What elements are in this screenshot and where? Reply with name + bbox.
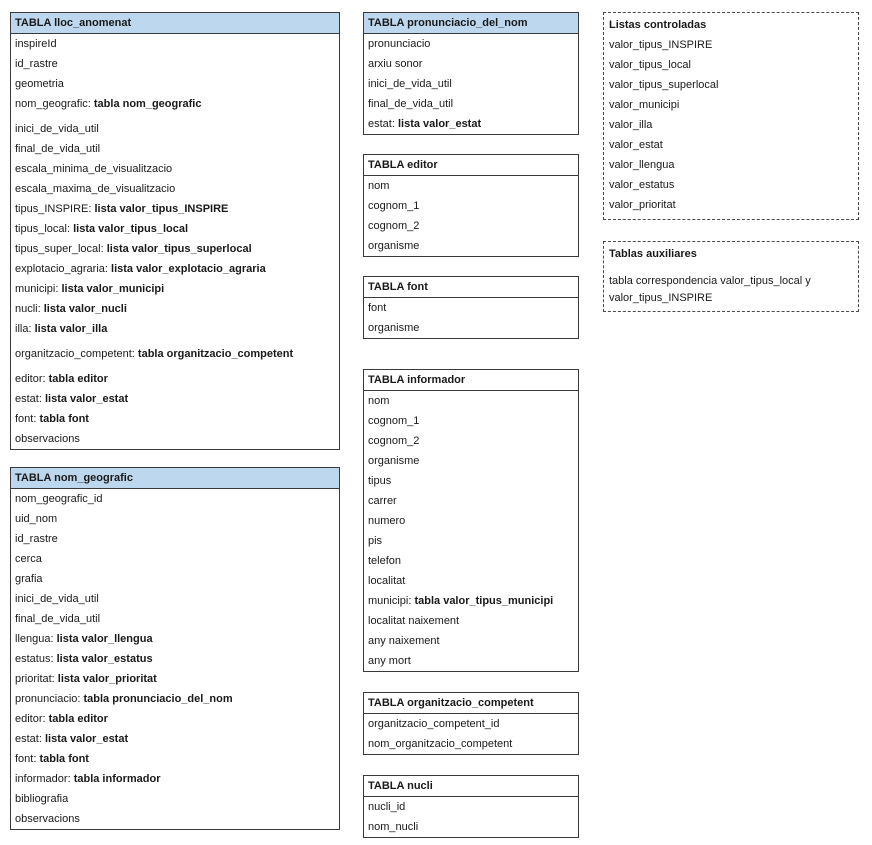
field-name: llengua: <box>15 633 57 645</box>
table-row <box>11 389 339 409</box>
field-name: prioritat: <box>15 673 58 685</box>
field-name: editor: <box>15 713 49 725</box>
field-reference: tabla font <box>39 753 89 765</box>
field-reference: tabla organitzacio_competent <box>137 348 294 360</box>
table-lloc_anomenat-title: TABLA lloc_anomenat <box>11 13 339 34</box>
table-font-body <box>364 298 578 338</box>
field-reference: lista valor_estat <box>44 393 129 405</box>
field-reference: lista valor_illa <box>34 323 108 335</box>
table-row <box>11 689 339 709</box>
field-name: cerca <box>15 553 42 565</box>
field-name: localitat <box>368 575 406 587</box>
field-name: informador: <box>15 773 74 785</box>
field-name: nom <box>368 180 390 192</box>
table-row <box>364 411 578 431</box>
field-name: tipus_local: <box>15 223 74 235</box>
field-name: cognom_2 <box>368 435 420 447</box>
table-row <box>11 769 339 789</box>
field-name: inici_de_vida_util <box>15 593 99 605</box>
table-row <box>364 591 578 611</box>
field-reference: lista valor_tipus_INSPIRE <box>94 203 229 215</box>
field-name: escala_minima_de_visualitzacio <box>15 163 173 175</box>
field-name: editor: <box>15 373 49 385</box>
table-row <box>364 611 578 631</box>
table-row <box>11 369 339 389</box>
panel-listas_controladas-title: Listas controladas <box>609 19 707 31</box>
table-editor-body <box>364 176 578 256</box>
panel-item: tabla correspondencia valor_tipus_local y valor_tipus_INSPIRE <box>609 275 811 304</box>
field-name: municipi: <box>15 283 62 295</box>
panel-item: valor_tipus_local <box>609 59 691 71</box>
field-reference: lista valor_estatus <box>56 653 153 665</box>
field-name: font: <box>15 413 40 425</box>
field-name: tipus <box>368 475 392 487</box>
field-name: carrer <box>368 495 397 507</box>
panel-tablas_auxiliares-title: Tablas auxiliares <box>609 248 697 260</box>
table-row <box>364 216 578 236</box>
table-editor-title: TABLA editor <box>364 155 578 176</box>
field-name: nom_organitzacio_competent <box>368 738 513 750</box>
table-row <box>11 119 339 139</box>
field-name: final_de_vida_util <box>15 143 101 155</box>
table-row <box>11 749 339 769</box>
field-name: municipi: <box>368 595 415 607</box>
field-reference: lista valor_estat <box>397 118 482 130</box>
field-name: pis <box>368 535 383 547</box>
table-row <box>11 529 339 549</box>
table-row <box>11 179 339 199</box>
table-row <box>364 431 578 451</box>
field-name: nom_nucli <box>368 821 419 833</box>
table-row <box>11 239 339 259</box>
field-name: explotacio_agraria: <box>15 263 112 275</box>
field-name: observacions <box>15 813 80 825</box>
panel-listas_controladas <box>603 12 859 220</box>
table-row <box>11 549 339 569</box>
field-name: localitat naixement <box>368 615 460 627</box>
table-row <box>364 551 578 571</box>
panel-item: valor_prioritat <box>609 199 676 211</box>
panel-item: valor_tipus_INSPIRE <box>609 39 713 51</box>
field-name: estatus: <box>15 653 57 665</box>
table-row <box>364 196 578 216</box>
field-name: font <box>368 302 387 314</box>
field-name: organisme <box>368 240 420 252</box>
field-reference: tabla valor_tipus_municipi <box>414 595 554 607</box>
field-name: arxiu sonor <box>368 58 423 70</box>
column-middle <box>363 12 579 838</box>
panel-item: valor_illa <box>609 119 653 131</box>
table-pronunciacio_del_nom-body <box>364 34 578 134</box>
field-reference: tabla nom_geografic <box>93 98 202 110</box>
field-name: organisme <box>368 455 420 467</box>
table-row <box>11 669 339 689</box>
table-organitzacio_competent-title: TABLA organitzacio_competent <box>364 693 578 714</box>
field-name: inspireId <box>15 38 57 50</box>
table-row <box>11 219 339 239</box>
field-reference: tabla editor <box>48 713 108 725</box>
field-name: font: <box>15 753 40 765</box>
table-row <box>11 429 339 449</box>
field-reference: tabla pronunciacio_del_nom <box>83 693 233 705</box>
field-name: illa: <box>15 323 35 335</box>
table-row <box>364 817 578 837</box>
field-name: nucli: <box>15 303 44 315</box>
field-name: nom <box>368 395 390 407</box>
field-name: escala_maxima_de_visualitzacio <box>15 183 176 195</box>
field-name: nucli_id <box>368 801 406 813</box>
table-row <box>11 319 339 344</box>
table-row <box>11 279 339 299</box>
table-editor <box>363 154 579 257</box>
table-row <box>11 139 339 159</box>
table-nom_geografic-body <box>11 489 339 829</box>
table-row <box>364 531 578 551</box>
field-name: organitzacio_competent_id <box>368 718 500 730</box>
table-lloc_anomenat <box>10 12 340 450</box>
field-name: inici_de_vida_util <box>368 78 452 90</box>
table-row <box>364 471 578 491</box>
field-name: nom_geografic: <box>15 98 94 110</box>
table-row <box>11 54 339 74</box>
field-name: inici_de_vida_util <box>15 123 99 135</box>
field-name: organisme <box>368 322 420 334</box>
field-name: id_rastre <box>15 58 58 70</box>
field-name: cognom_1 <box>368 415 420 427</box>
field-name: bibliografia <box>15 793 69 805</box>
table-row <box>11 729 339 749</box>
table-nucli-title: TABLA nucli <box>364 776 578 797</box>
field-name: geometria <box>15 78 64 90</box>
field-reference: tabla informador <box>73 773 161 785</box>
panel-item: valor_estatus <box>609 179 675 191</box>
table-row <box>11 589 339 609</box>
panel-item: valor_tipus_superlocal <box>609 79 719 91</box>
field-reference: tabla font <box>39 413 89 425</box>
table-row <box>364 631 578 651</box>
table-row <box>364 451 578 471</box>
field-reference: lista valor_nucli <box>43 303 127 315</box>
table-row <box>364 54 578 74</box>
panel-item: valor_llengua <box>609 159 675 171</box>
column-right <box>603 12 859 312</box>
table-row <box>364 74 578 94</box>
table-row <box>364 734 578 754</box>
field-name: numero <box>368 515 406 527</box>
table-row <box>11 344 339 369</box>
table-row <box>11 199 339 219</box>
table-row <box>364 114 578 134</box>
field-name: nom_geografic_id <box>15 493 103 505</box>
table-row <box>364 491 578 511</box>
field-name: final_de_vida_util <box>15 613 101 625</box>
field-name: uid_nom <box>15 513 58 525</box>
table-row <box>364 571 578 591</box>
table-row <box>364 236 578 256</box>
field-name: estat: <box>15 393 45 405</box>
table-row <box>11 569 339 589</box>
table-row <box>364 94 578 114</box>
field-reference: lista valor_estat <box>44 733 129 745</box>
table-row <box>11 34 339 54</box>
table-row <box>11 74 339 94</box>
table-row <box>11 789 339 809</box>
column-left <box>10 12 340 830</box>
table-row <box>364 176 578 196</box>
panel-item: valor_municipi <box>609 99 680 111</box>
field-name: id_rastre <box>15 533 58 545</box>
field-name: grafia <box>15 573 43 585</box>
table-organitzacio_competent-body <box>364 714 578 754</box>
table-row <box>364 34 578 54</box>
field-reference: lista valor_tipus_superlocal <box>106 243 252 255</box>
field-name: cognom_1 <box>368 200 420 212</box>
table-row <box>11 649 339 669</box>
table-row <box>11 299 339 319</box>
field-name: observacions <box>15 433 80 445</box>
field-name: any mort <box>368 655 411 667</box>
table-row <box>11 159 339 179</box>
table-row <box>11 629 339 649</box>
table-row <box>11 509 339 529</box>
field-reference: lista valor_municipi <box>61 283 165 295</box>
field-reference: lista valor_explotacio_agraria <box>111 263 266 275</box>
table-row <box>364 797 578 817</box>
table-row <box>11 94 339 119</box>
table-row <box>364 651 578 671</box>
panel-item: valor_estat <box>609 139 663 151</box>
field-name: any naixement <box>368 635 440 647</box>
field-name: cognom_2 <box>368 220 420 232</box>
field-name: tipus_INSPIRE: <box>15 203 95 215</box>
table-organitzacio_competent <box>363 692 579 755</box>
field-name: tipus_super_local: <box>15 243 107 255</box>
table-font-title: TABLA font <box>364 277 578 298</box>
table-row <box>11 489 339 509</box>
table-row <box>364 318 578 338</box>
table-row <box>11 809 339 829</box>
table-informador-title: TABLA informador <box>364 370 578 391</box>
field-name: estat: <box>368 118 398 130</box>
field-name: final_de_vida_util <box>368 98 454 110</box>
field-name: organitzacio_competent: <box>15 348 138 360</box>
table-nucli-body <box>364 797 578 837</box>
field-reference: tabla editor <box>48 373 108 385</box>
field-reference: lista valor_prioritat <box>57 673 157 685</box>
panel-tablas_auxiliares <box>603 241 859 312</box>
field-name: telefon <box>368 555 402 567</box>
table-row <box>11 709 339 729</box>
table-row <box>364 391 578 411</box>
table-pronunciacio_del_nom <box>363 12 579 135</box>
table-nucli <box>363 775 579 838</box>
table-pronunciacio_del_nom-title: TABLA pronunciacio_del_nom <box>364 13 578 34</box>
table-nom_geografic <box>10 467 340 830</box>
field-name: pronunciacio: <box>15 693 84 705</box>
table-font <box>363 276 579 339</box>
table-informador <box>363 369 579 672</box>
table-row <box>11 409 339 429</box>
table-row <box>364 298 578 318</box>
field-reference: lista valor_llengua <box>56 633 153 645</box>
field-reference: lista valor_tipus_local <box>73 223 189 235</box>
table-row <box>364 714 578 734</box>
table-informador-body <box>364 391 578 671</box>
table-row <box>364 511 578 531</box>
field-name: pronunciacio <box>368 38 431 50</box>
table-row <box>11 609 339 629</box>
table-nom_geografic-title: TABLA nom_geografic <box>11 468 339 489</box>
field-name: estat: <box>15 733 45 745</box>
table-lloc_anomenat-body <box>11 34 339 449</box>
table-row <box>11 259 339 279</box>
